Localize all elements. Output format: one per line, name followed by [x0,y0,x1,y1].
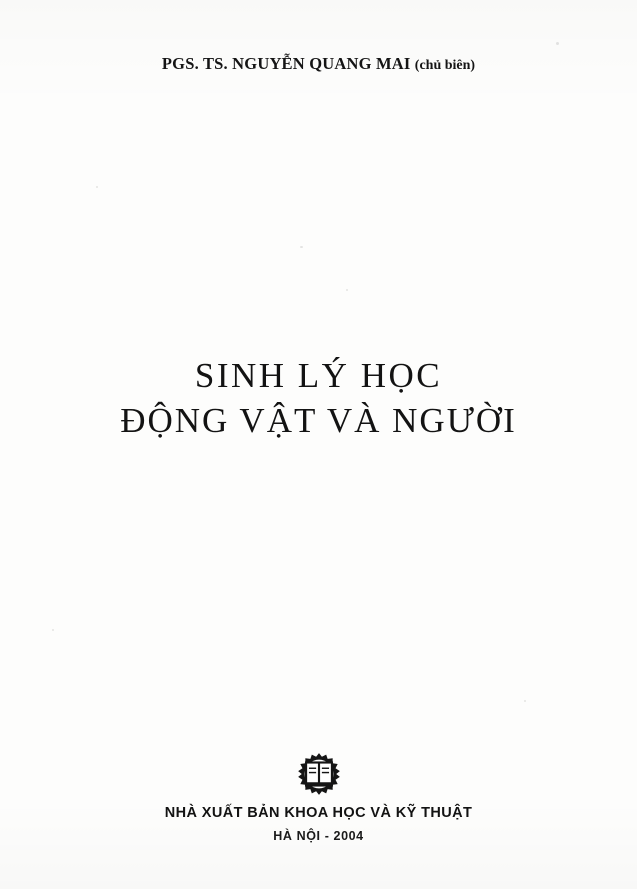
publisher-place-year: HÀ NỘI - 2004 [273,829,364,843]
book-title [0,355,637,442]
author-role: (chủ biên) [414,58,476,73]
paper-speck [300,246,303,248]
paper-speck [524,700,526,702]
paper-speck [52,629,54,631]
paper-speck [556,42,559,45]
author-line [0,54,637,74]
title-line-1: SINH LÝ HỌC [194,356,443,395]
title-line-2: ĐỘNG VẬT VÀ NGƯỜI [120,401,517,441]
publisher-block [0,751,637,843]
publisher-name: NHÀ XUẤT BẢN KHOA HỌC VÀ KỸ THUẬT [164,805,473,821]
author-name: PGS. TS. NGUYỄN QUANG MAI [161,54,411,73]
paper-speck [346,289,348,291]
paper-speck [96,186,98,188]
publisher-gear-book-logo [296,751,342,797]
